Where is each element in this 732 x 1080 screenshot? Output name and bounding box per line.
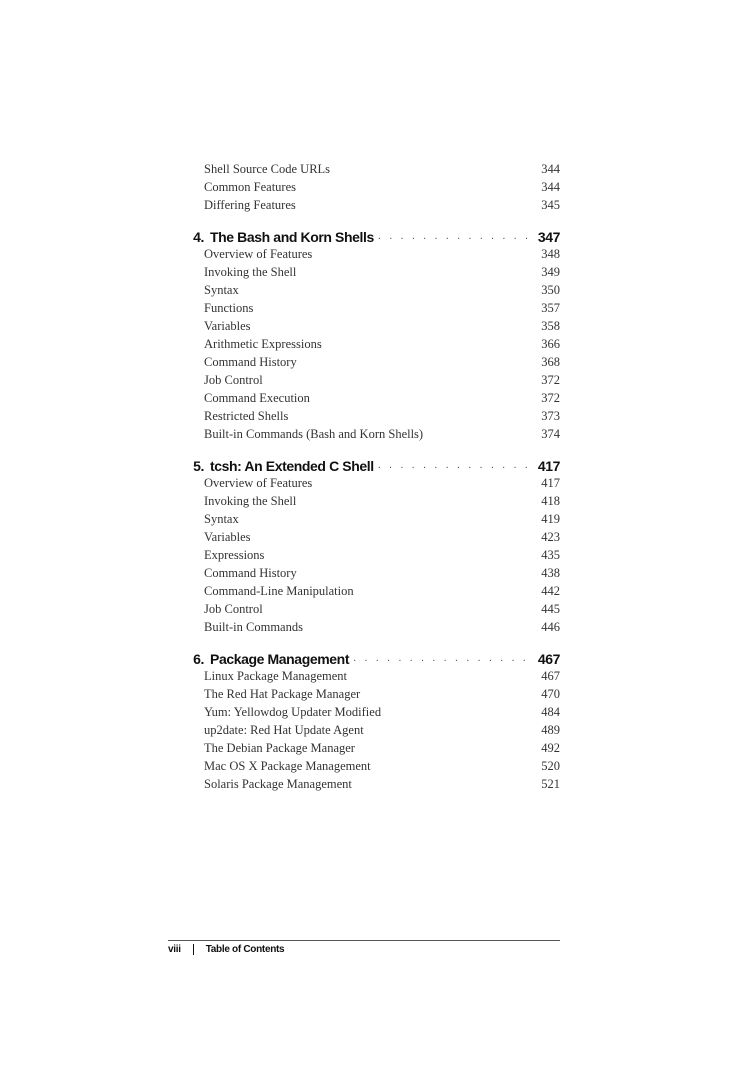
toc-entry-title: Linux Package Management — [204, 669, 348, 683]
page-folio: viii — [168, 944, 181, 955]
chapter-number: 4. — [193, 229, 204, 245]
toc-entry-page: 442 — [541, 584, 560, 598]
toc-entry[interactable] — [168, 299, 560, 317]
toc-entry[interactable] — [168, 685, 560, 703]
toc-entry-title: Invoking the Shell — [204, 494, 297, 508]
toc-chapter-heading[interactable] — [168, 452, 560, 474]
toc-entry[interactable] — [168, 757, 560, 775]
toc-entry-page: 368 — [541, 355, 560, 369]
toc-entry-title: Differing Features — [204, 198, 296, 212]
toc-entry-title: Overview of Features — [204, 247, 313, 261]
dot-leader — [378, 459, 534, 471]
toc-entry-page: 467 — [541, 669, 560, 683]
toc-entry[interactable] — [168, 263, 560, 281]
toc-entry-title: Mac OS X Package Management — [204, 759, 371, 773]
toc-entry[interactable] — [168, 546, 560, 564]
toc-entry-page: 373 — [541, 409, 560, 423]
toc-entry-page: 445 — [541, 602, 560, 616]
toc-entry-page: 344 — [541, 162, 560, 176]
toc-entry[interactable] — [168, 281, 560, 299]
toc-entry-page: 446 — [541, 620, 560, 634]
toc-entry-title: Syntax — [204, 512, 239, 526]
toc-entry-page: 372 — [541, 391, 560, 405]
toc-entry[interactable] — [168, 335, 560, 353]
toc-entry[interactable] — [168, 739, 560, 757]
toc-entry-page: 423 — [541, 530, 560, 544]
toc-entry-page: 492 — [541, 741, 560, 755]
toc-chapter-heading[interactable] — [168, 223, 560, 245]
toc-entry[interactable] — [168, 703, 560, 721]
toc-entry-title: Built-in Commands (Bash and Korn Shells) — [204, 427, 424, 441]
toc-entry-title: Variables — [204, 530, 251, 544]
chapter-page: 417 — [537, 458, 560, 474]
toc-entry-title: Overview of Features — [204, 476, 313, 490]
toc-entry[interactable] — [168, 775, 560, 793]
toc-entry-title: Command History — [204, 566, 297, 580]
toc-entry[interactable] — [168, 528, 560, 546]
chapter-page: 347 — [537, 229, 560, 245]
toc-entry-title: up2date: Red Hat Update Agent — [204, 723, 364, 737]
toc-entry[interactable] — [168, 564, 560, 582]
chapter-number: 5. — [193, 458, 204, 474]
footer-rule — [168, 940, 560, 941]
chapter-page: 467 — [537, 651, 560, 667]
toc-entry-title: Variables — [204, 319, 251, 333]
toc-entry[interactable] — [168, 317, 560, 335]
toc-chapter-heading[interactable] — [168, 645, 560, 667]
toc-entry-title: Arithmetic Expressions — [204, 337, 322, 351]
toc-entry[interactable] — [168, 160, 560, 178]
toc-entry-page: 418 — [541, 494, 560, 508]
toc-entry-page: 438 — [541, 566, 560, 580]
footer-divider — [193, 944, 194, 955]
running-title: Table of Contents — [205, 944, 285, 955]
toc-entry[interactable] — [168, 245, 560, 263]
chapter-title: tcsh: An Extended C Shell — [210, 458, 374, 474]
toc-entry-title: Job Control — [204, 602, 263, 616]
toc-entry-page: 345 — [541, 198, 560, 212]
toc-entry-page: 435 — [541, 548, 560, 562]
toc-entry[interactable] — [168, 389, 560, 407]
toc-entry-title: Command Execution — [204, 391, 310, 405]
toc-entry[interactable] — [168, 600, 560, 618]
toc-entry-page: 357 — [541, 301, 560, 315]
toc-entry-title: Solaris Package Management — [204, 777, 352, 791]
toc-entry[interactable] — [168, 407, 560, 425]
toc-entry-page: 350 — [541, 283, 560, 297]
toc-entry[interactable] — [168, 474, 560, 492]
chapter-title: Package Management — [210, 651, 350, 667]
toc-entry[interactable] — [168, 196, 560, 214]
toc-entry-page: 344 — [541, 180, 560, 194]
toc-entry-title: The Red Hat Package Manager — [204, 687, 361, 701]
toc-entry-title: Functions — [204, 301, 254, 315]
toc-entry-title: Command History — [204, 355, 297, 369]
toc-entry-title: Job Control — [204, 373, 263, 387]
table-of-contents — [168, 160, 560, 793]
toc-entry-title: Expressions — [204, 548, 265, 562]
toc-entry-title: Common Features — [204, 180, 297, 194]
toc-continuation — [168, 160, 560, 214]
chapter-number: 6. — [193, 651, 204, 667]
toc-entry[interactable] — [168, 425, 560, 443]
toc-entry-page: 417 — [541, 476, 560, 490]
toc-entry-title: Shell Source Code URLs — [204, 162, 331, 176]
toc-entry[interactable] — [168, 618, 560, 636]
toc-entry-title: Restricted Shells — [204, 409, 289, 423]
toc-entry-title: Built-in Commands — [204, 620, 303, 634]
toc-entry-title: Syntax — [204, 283, 239, 297]
toc-entry-page: 349 — [541, 265, 560, 279]
toc-entry[interactable] — [168, 510, 560, 528]
toc-entry-title: Command-Line Manipulation — [204, 584, 354, 598]
toc-entry-page: 348 — [541, 247, 560, 261]
page-footer — [168, 944, 284, 955]
toc-entry-page: 374 — [541, 427, 560, 441]
toc-entry-page: 520 — [541, 759, 560, 773]
toc-entry-page: 358 — [541, 319, 560, 333]
toc-entry-page: 372 — [541, 373, 560, 387]
toc-entry-page: 419 — [541, 512, 560, 526]
toc-entry-title: Invoking the Shell — [204, 265, 297, 279]
toc-entry-page: 470 — [541, 687, 560, 701]
toc-entry[interactable] — [168, 721, 560, 739]
chapter-title: The Bash and Korn Shells — [210, 229, 374, 245]
toc-entry[interactable] — [168, 178, 560, 196]
dot-leader — [353, 652, 534, 664]
toc-entry-page: 521 — [541, 777, 560, 791]
toc-chapter-5 — [168, 452, 560, 636]
toc-entry-page: 484 — [541, 705, 560, 719]
toc-entry[interactable] — [168, 667, 560, 685]
toc-entry[interactable] — [168, 371, 560, 389]
toc-chapter-6 — [168, 645, 560, 793]
toc-chapter-4 — [168, 223, 560, 443]
toc-entry[interactable] — [168, 492, 560, 510]
toc-entry-page: 489 — [541, 723, 560, 737]
toc-entry-page: 366 — [541, 337, 560, 351]
toc-entry-title: Yum: Yellowdog Updater Modified — [204, 705, 382, 719]
toc-entry[interactable] — [168, 582, 560, 600]
dot-leader — [378, 230, 534, 242]
toc-entry-title: The Debian Package Manager — [204, 741, 355, 755]
toc-entry[interactable] — [168, 353, 560, 371]
